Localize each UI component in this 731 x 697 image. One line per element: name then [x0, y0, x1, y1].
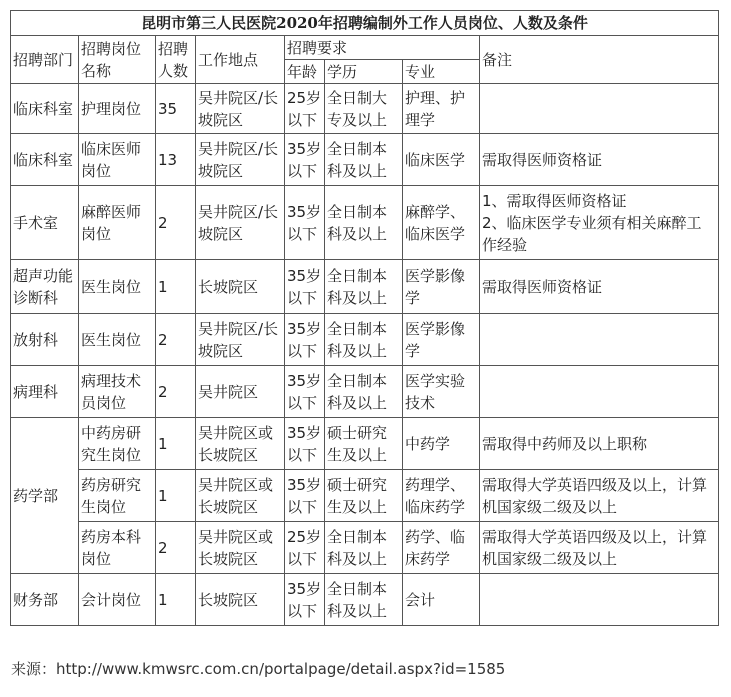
table-row: [11, 84, 719, 134]
cell-position: 临床医师岗位: [79, 134, 156, 186]
cell-notes: [480, 366, 719, 418]
cell-count: 1: [156, 260, 196, 314]
cell-dept: 临床科室: [11, 84, 79, 134]
cell-dept: 病理科: [11, 366, 79, 418]
cell-count: 2: [156, 186, 196, 260]
header-education: 学历: [325, 60, 403, 84]
cell-notes: [480, 574, 719, 626]
recruitment-table: [10, 10, 719, 626]
cell-major: 会计: [403, 574, 480, 626]
cell-education: 硕士研究生及以上: [325, 418, 403, 470]
cell-location: 吴井院区或长坡院区: [196, 522, 285, 574]
cell-dept: 超声功能诊断科: [11, 260, 79, 314]
cell-dept: 财务部: [11, 574, 79, 626]
cell-education: 硕士研究生及以上: [325, 470, 403, 522]
header-major: 专业: [403, 60, 480, 84]
cell-notes: 需取得大学英语四级及以上，计算机国家级二级及以上: [480, 470, 719, 522]
cell-location: 吴井院区/长坡院区: [196, 186, 285, 260]
table-row: [11, 470, 719, 522]
cell-education: 全日制大专及以上: [325, 84, 403, 134]
cell-major: 药学、临床药学: [403, 522, 480, 574]
cell-major: 中药学: [403, 418, 480, 470]
header-notes: 备注: [480, 36, 719, 84]
cell-dept: 临床科室: [11, 134, 79, 186]
cell-education: 全日制本科及以上: [325, 314, 403, 366]
cell-count: 35: [156, 84, 196, 134]
cell-location: 吴井院区: [196, 366, 285, 418]
header-age: 年龄: [285, 60, 325, 84]
cell-position: 护理岗位: [79, 84, 156, 134]
cell-major: 临床医学: [403, 134, 480, 186]
cell-location: 长坡院区: [196, 574, 285, 626]
cell-notes: 需取得大学英语四级及以上，计算机国家级二级及以上: [480, 522, 719, 574]
cell-location: 吴井院区/长坡院区: [196, 314, 285, 366]
cell-position: 药房本科岗位: [79, 522, 156, 574]
cell-age: 35岁以下: [285, 574, 325, 626]
table-title: 昆明市第三人民医院2020年招聘编制外工作人员岗位、人数及条件: [11, 11, 719, 36]
cell-position: 会计岗位: [79, 574, 156, 626]
cell-count: 1: [156, 418, 196, 470]
cell-age: 35岁以下: [285, 366, 325, 418]
cell-age: 35岁以下: [285, 260, 325, 314]
cell-count: 2: [156, 522, 196, 574]
cell-count: 2: [156, 366, 196, 418]
cell-dept: 药学部: [11, 418, 79, 574]
cell-major: 医学影像学: [403, 260, 480, 314]
cell-age: 35岁以下: [285, 470, 325, 522]
cell-count: 1: [156, 574, 196, 626]
cell-age: 35岁以下: [285, 314, 325, 366]
cell-education: 全日制本科及以上: [325, 574, 403, 626]
header-dept: 招聘部门: [11, 36, 79, 84]
cell-age: 35岁以下: [285, 418, 325, 470]
cell-location: 吴井院区/长坡院区: [196, 134, 285, 186]
cell-notes: 需取得医师资格证: [480, 260, 719, 314]
cell-dept: 放射科: [11, 314, 79, 366]
cell-position: 药房研究生岗位: [79, 470, 156, 522]
table-row: [11, 522, 719, 574]
cell-major: 医学影像学: [403, 314, 480, 366]
cell-position: 病理技术员岗位: [79, 366, 156, 418]
cell-dept: 手术室: [11, 186, 79, 260]
cell-notes: 需取得医师资格证: [480, 134, 719, 186]
header-count: 招聘人数: [156, 36, 196, 84]
table-row: [11, 260, 719, 314]
cell-major: 护理、护理学: [403, 84, 480, 134]
cell-age: 25岁以下: [285, 84, 325, 134]
cell-position: 医生岗位: [79, 314, 156, 366]
header-requirements: 招聘要求: [285, 36, 480, 60]
cell-age: 35岁以下: [285, 186, 325, 260]
cell-age: 25岁以下: [285, 522, 325, 574]
table-row: [11, 186, 719, 260]
table-row: [11, 574, 719, 626]
cell-education: 全日制本科及以上: [325, 134, 403, 186]
cell-position: 医生岗位: [79, 260, 156, 314]
cell-notes: [480, 84, 719, 134]
cell-location: 长坡院区: [196, 260, 285, 314]
cell-age: 35岁以下: [285, 134, 325, 186]
table-row: [11, 418, 719, 470]
cell-major: 药理学、临床药学: [403, 470, 480, 522]
cell-count: 2: [156, 314, 196, 366]
cell-education: 全日制本科及以上: [325, 186, 403, 260]
source-link[interactable]: 来源：http://www.kmwsrc.com.cn/portalpage/detail.aspx?id=1585: [11, 660, 506, 678]
cell-education: 全日制本科及以上: [325, 366, 403, 418]
table-row: [11, 366, 719, 418]
cell-count: 1: [156, 470, 196, 522]
table-row: [11, 134, 719, 186]
cell-major: 麻醉学、临床医学: [403, 186, 480, 260]
cell-location: 吴井院区/长坡院区: [196, 84, 285, 134]
cell-notes: 需取得中药师及以上职称: [480, 418, 719, 470]
cell-count: 13: [156, 134, 196, 186]
cell-location: 吴井院区或长坡院区: [196, 418, 285, 470]
cell-position: 麻醉医师岗位: [79, 186, 156, 260]
table-row: [11, 314, 719, 366]
cell-notes: 1、需取得医师资格证 2、临床医学专业须有相关麻醉工作经验: [480, 186, 719, 260]
cell-location: 吴井院区或长坡院区: [196, 470, 285, 522]
header-location: 工作地点: [196, 36, 285, 84]
cell-position: 中药房研究生岗位: [79, 418, 156, 470]
cell-notes: [480, 314, 719, 366]
cell-education: 全日制本科及以上: [325, 260, 403, 314]
header-position: 招聘岗位名称: [79, 36, 156, 84]
cell-major: 医学实验技术: [403, 366, 480, 418]
cell-education: 全日制本科及以上: [325, 522, 403, 574]
